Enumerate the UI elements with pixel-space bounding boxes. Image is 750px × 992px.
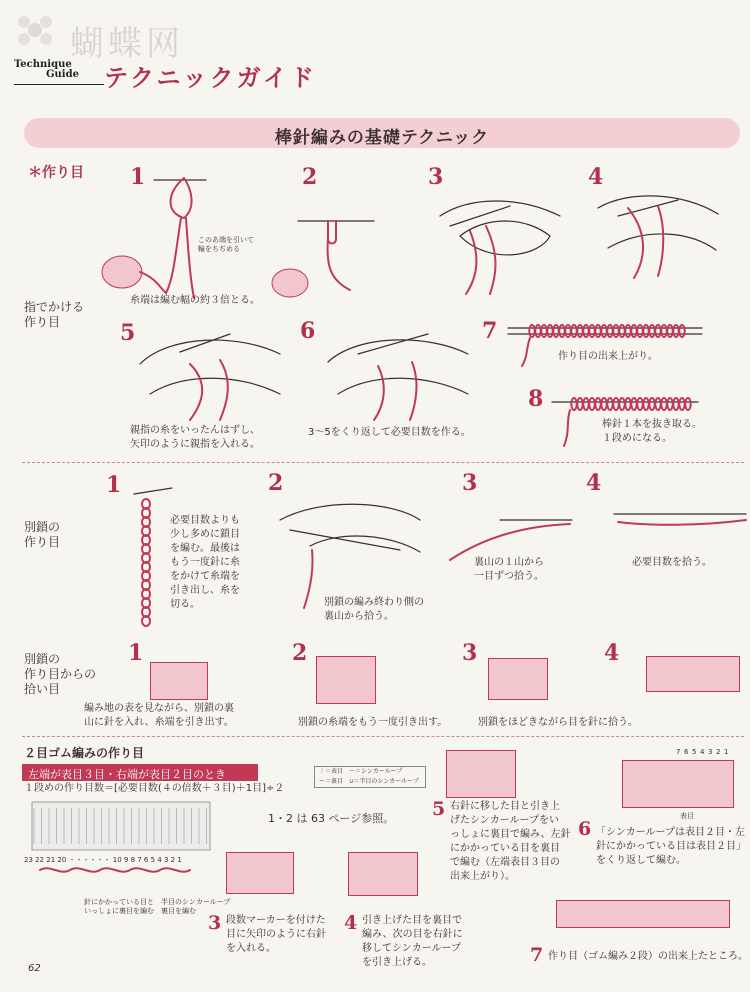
guide-english-label bbox=[14, 60, 79, 80]
step4-hand-illustration bbox=[588, 178, 728, 288]
stitch-loop bbox=[667, 325, 672, 337]
rib-step6-caption: 「シンカーループは表目２目・左 針にかかっている目は表目２目」 をくり返して編む。 bbox=[596, 827, 746, 866]
stitch-loop bbox=[589, 398, 594, 410]
step-number: 4 bbox=[586, 470, 602, 496]
step1-caption: 糸端は編む幅の約３倍とる。 bbox=[130, 295, 260, 306]
step-number: 3 bbox=[462, 640, 478, 666]
rib-step4-caption: 引き上げた目を裏目で 編み、次の目を右針に 移してシンカーループ を引き上げる。 bbox=[362, 915, 463, 968]
knit-swatch bbox=[150, 662, 208, 700]
stitch-loop bbox=[619, 398, 624, 410]
condition-ribbon bbox=[22, 764, 258, 781]
stitch-loop bbox=[685, 398, 690, 410]
cast-on-heading: ＊作り目 bbox=[28, 165, 84, 181]
rib-step7-caption: 作り目（ゴム編み２段）の出来上たところ。 bbox=[548, 951, 748, 962]
step-number: 4 bbox=[604, 640, 620, 666]
stitch-loop bbox=[637, 325, 642, 337]
section2-step4-caption: 必要目数を拾う。 bbox=[632, 557, 712, 568]
crochet-chain-illustration bbox=[124, 480, 174, 640]
mini-label: 7 bbox=[676, 748, 681, 756]
stitch-loop bbox=[679, 398, 684, 410]
knit-swatch bbox=[316, 656, 376, 704]
watermark-flower-icon bbox=[10, 10, 60, 50]
stitch-loop bbox=[583, 325, 588, 337]
provisional-cast-on-label: 別鎖の 作り目 bbox=[24, 520, 61, 549]
stitch-loop bbox=[673, 398, 678, 410]
legend-line: ｜＝表目 〜＝シンカーループ bbox=[319, 768, 403, 775]
step5-caption: 親指の糸をいったんはずし、 矢印のように親指を入れる。 bbox=[130, 425, 260, 450]
stitch-loop bbox=[547, 325, 552, 337]
stitch-loop bbox=[541, 325, 546, 337]
stitch-loop bbox=[565, 325, 570, 337]
step-number: 6 bbox=[300, 318, 316, 344]
mini-label: 4 bbox=[700, 748, 705, 756]
knit-swatch bbox=[488, 658, 548, 700]
rib-step3-caption: 段数マーカーを付けた 目に矢印のように右針 を入れる。 bbox=[226, 915, 326, 954]
stitch-loop bbox=[613, 398, 618, 410]
stitch-loop bbox=[613, 325, 618, 337]
step-number: 7 bbox=[482, 318, 498, 344]
stitch-loop bbox=[637, 398, 642, 410]
step7-caption: 作り目の出来上がり。 bbox=[558, 351, 658, 362]
stitch-loop bbox=[625, 325, 630, 337]
stitch-loop bbox=[601, 325, 606, 337]
steps-1-2-reference: 1・2 は 63 ページ参照。 bbox=[268, 812, 395, 825]
step1-yarn-illustration bbox=[96, 168, 296, 308]
step1-note: このあ端を引いて 輪をちぢめる bbox=[198, 236, 254, 253]
stitch-loop bbox=[625, 398, 630, 410]
step-number: 4 bbox=[588, 164, 604, 190]
stitch-loop bbox=[559, 325, 564, 337]
stitch-loop bbox=[619, 325, 624, 337]
step-number: 2 bbox=[268, 470, 284, 496]
step2-yarn-illustration bbox=[270, 205, 380, 300]
knit-swatch bbox=[348, 852, 418, 896]
section-banner bbox=[24, 118, 740, 148]
stitch-loop bbox=[607, 398, 612, 410]
stitch-loop bbox=[667, 398, 672, 410]
stitch-loop bbox=[535, 325, 540, 337]
step6-caption: 3〜5をくり返して必要目数を作る。 bbox=[308, 427, 471, 438]
step-number: 3 bbox=[462, 470, 478, 496]
section3-step2-caption: 別鎖の糸端をもう一度引き出す。 bbox=[298, 717, 448, 728]
step-number: 5 bbox=[120, 320, 136, 346]
section2-step2-hand bbox=[270, 490, 430, 610]
mini-label: 2 bbox=[716, 748, 721, 756]
knit-swatch bbox=[556, 900, 730, 928]
stitch-loop bbox=[595, 398, 600, 410]
stitch-loop bbox=[553, 325, 558, 337]
mini-label: 3 bbox=[708, 748, 713, 756]
step-number: 6 bbox=[578, 818, 592, 840]
stitch-loop bbox=[655, 398, 660, 410]
stitch-loop bbox=[649, 398, 654, 410]
mini-label: 5 bbox=[692, 748, 697, 756]
stitch-loop bbox=[589, 325, 594, 337]
rib-cast-on-heading: ２目ゴム編みの作り目 bbox=[24, 746, 145, 760]
symbol-legend bbox=[314, 766, 426, 788]
stitch-loop bbox=[571, 398, 576, 410]
stitch-loop bbox=[655, 325, 660, 337]
stitch-loop bbox=[571, 325, 576, 337]
ribbon-text: 左端が表目３目・右端が表目２目のとき bbox=[28, 768, 226, 781]
knit-swatch bbox=[226, 852, 294, 894]
knit-swatch bbox=[646, 656, 740, 692]
section2-step4-chain bbox=[610, 500, 750, 540]
section2-step3-caption: 裏山の１山から 一目ずつ拾う。 bbox=[474, 557, 544, 582]
stitch-loop bbox=[631, 398, 636, 410]
mini-label: 6 bbox=[684, 748, 689, 756]
section3-step3-caption: 別鎖をほどきながら目を針に拾う。 bbox=[478, 717, 638, 728]
watermark-text: 蝴蝶网 bbox=[70, 24, 184, 64]
divider bbox=[22, 462, 744, 463]
stitch-loop bbox=[661, 398, 666, 410]
step-number: 5 bbox=[432, 798, 446, 820]
step-number: 1 bbox=[128, 640, 144, 666]
stitch-loop bbox=[631, 325, 636, 337]
divider bbox=[22, 736, 744, 737]
stitch-loop bbox=[649, 325, 654, 337]
chart-notes: 針にかかっている目と 半目のシンカーループ いっしょに裏目を編む 裏目を編む bbox=[84, 898, 231, 915]
stitch-loop bbox=[643, 398, 648, 410]
picking-up-label: 別鎖の 作り目からの 拾い目 bbox=[24, 652, 97, 696]
section2-step2-caption: 別鎖の編み終わり側の 裏山から拾う。 bbox=[324, 597, 424, 622]
finger-cast-on-label: 指でかける 作り目 bbox=[24, 300, 85, 329]
step-number: 3 bbox=[428, 164, 444, 190]
step5-hand-illustration bbox=[130, 324, 290, 424]
step8-caption: 棒針１本を抜き取る。 １段めになる。 bbox=[602, 419, 702, 444]
stitch-loop bbox=[595, 325, 600, 337]
chart-count-row: 23 22 21 20 ・・・・・・ 10 9 8 7 6 5 4 3 2 1 bbox=[24, 856, 182, 864]
step6-hand-illustration bbox=[318, 322, 478, 422]
stitch-loop bbox=[577, 325, 582, 337]
step-number: 8 bbox=[528, 386, 544, 412]
knit-swatch bbox=[622, 760, 734, 808]
section3-step1-caption: 編み地の表を見ながら、別鎖の裏 山に針を入れ、糸端を引き出す。 bbox=[84, 703, 234, 728]
guide-en-line2: Guide bbox=[46, 69, 79, 80]
step-number: 2 bbox=[302, 164, 318, 190]
header-rule bbox=[14, 84, 104, 85]
banner-title: 棒針編みの基礎テクニック bbox=[274, 128, 490, 148]
stitch-loop bbox=[673, 325, 678, 337]
stitch-loop bbox=[601, 398, 606, 410]
step3-hand-illustration bbox=[430, 176, 570, 296]
stitch-loop bbox=[679, 325, 684, 337]
stitch-loop bbox=[643, 325, 648, 337]
page-title: テクニックガイド bbox=[104, 64, 317, 92]
legend-line: ー＝裏目 ∪＝半目のシンカーループ bbox=[319, 778, 419, 785]
stitch-loop bbox=[661, 325, 666, 337]
step-number: 1 bbox=[130, 164, 146, 190]
stitch-loop bbox=[577, 398, 582, 410]
stitch-loop bbox=[583, 398, 588, 410]
step-number: 4 bbox=[344, 912, 358, 934]
rib-step5-caption: 右針に移した目と引き上 げたシンカーループをい っしょに裏目で編み、左針 にかかっている目を裏目 で編む（左端表目３目の 出来上がり）。 bbox=[450, 801, 571, 882]
step-number: 3 bbox=[208, 912, 222, 934]
rib-chart bbox=[30, 800, 230, 890]
page-number: 62 bbox=[28, 963, 41, 974]
mini-label: 1 bbox=[724, 748, 729, 756]
cast-on-formula: １段めの作り目数＝[必要目数(４の倍数＋３目)＋1目]÷２ bbox=[24, 783, 285, 794]
step-number: 2 bbox=[292, 640, 308, 666]
stitch-loop bbox=[607, 325, 612, 337]
mini-label: 表目 bbox=[680, 812, 694, 820]
step-number: 7 bbox=[530, 944, 544, 966]
guide-en-line1: Technique bbox=[14, 59, 72, 70]
stitch-loop bbox=[529, 325, 534, 337]
section2-step1-caption: 必要目数よりも 少し多めに鎖目 を編む。最後は もう一度針に糸 をかけて糸端を 引き出し、糸を 切る。 bbox=[170, 515, 240, 610]
step-number: 1 bbox=[106, 472, 122, 498]
knit-swatch bbox=[446, 750, 516, 798]
